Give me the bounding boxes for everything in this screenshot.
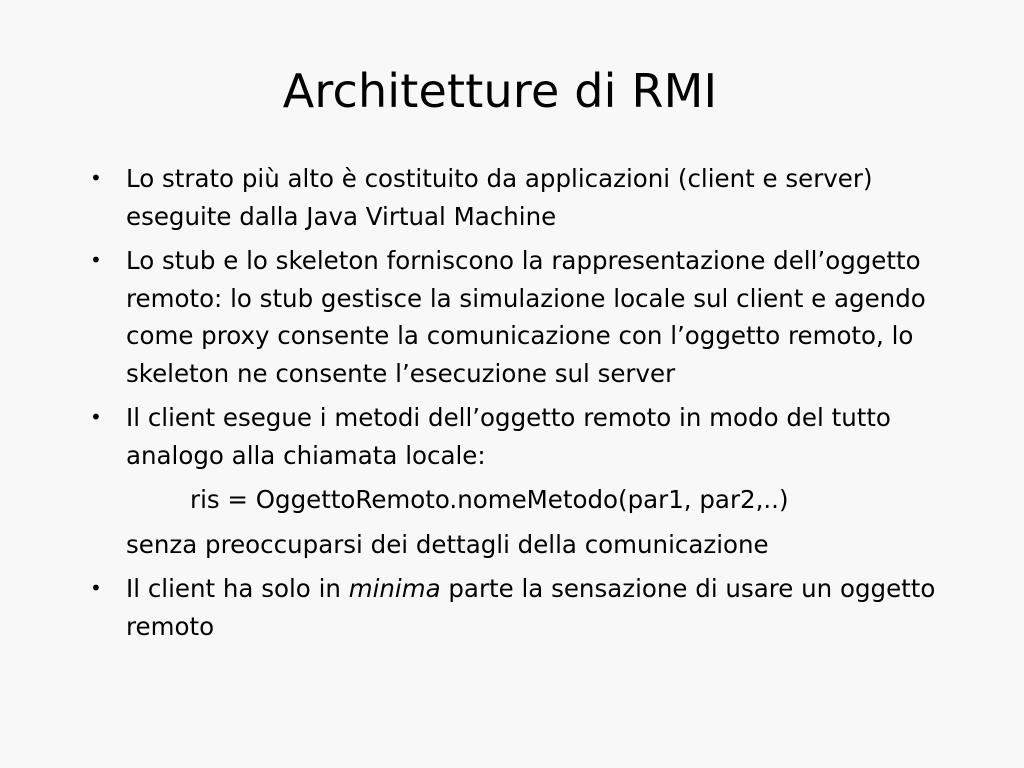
bullet-item bbox=[84, 242, 964, 392]
bullet-text: Lo stub e lo skeleton forniscono la rappresentazione dell’oggetto remoto: lo stub gestisce la simulazione locale sul client e agendo come proxy consente la comunicazione con l’oggetto remoto, lo skeleton ne consente l’esecuzione sul server bbox=[126, 246, 926, 388]
bullet-item bbox=[84, 570, 964, 645]
bullet-continuation: senza preoccuparsi dei dettagli della comunicazione bbox=[126, 529, 769, 559]
bullet-list bbox=[84, 160, 964, 652]
bullet-text-after: parte la sensazione di usare un oggetto remoto bbox=[126, 574, 936, 641]
bullet-text: Lo strato più alto è costituito da applicazioni (client e server) eseguite dalla Java Virtual Machine bbox=[126, 164, 873, 231]
bullet-icon: • bbox=[90, 576, 102, 600]
emphasis-text: minima bbox=[348, 574, 441, 603]
bullet-text-before: Il client ha solo in bbox=[126, 574, 349, 603]
code-example: ris = OggettoRemoto.nomeMetodo(par1, par2,..) bbox=[190, 485, 789, 514]
bullet-icon: • bbox=[90, 166, 102, 190]
slide-title: Architetture di RMI bbox=[282, 64, 718, 118]
bullet-item bbox=[84, 399, 964, 563]
bullet-icon: • bbox=[90, 248, 102, 272]
bullet-text: Il client esegue i metodi dell’oggetto remoto in modo del tutto analogo alla chiamata locale: bbox=[126, 403, 891, 470]
bullet-icon: • bbox=[90, 405, 102, 429]
bullet-item bbox=[84, 160, 964, 235]
